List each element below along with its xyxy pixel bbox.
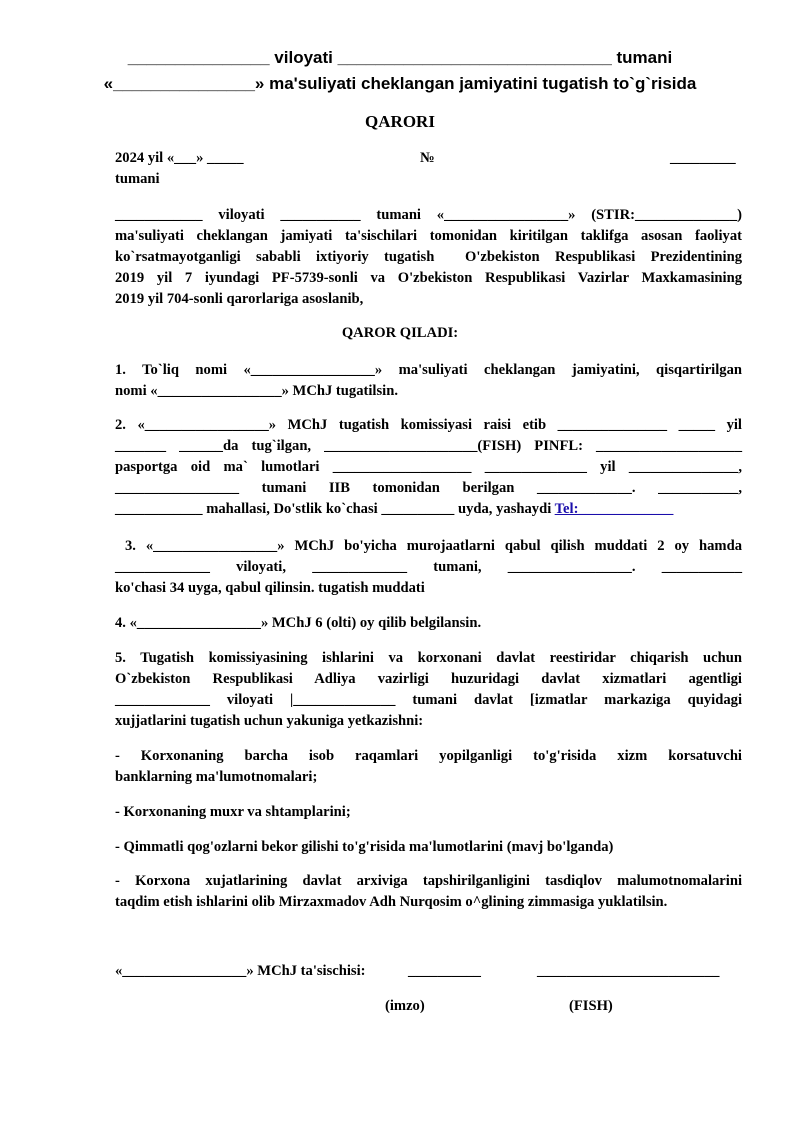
decision-place: tumani <box>115 171 160 187</box>
phone-link[interactable]: Tel:_____________ <box>554 501 674 517</box>
text-line: 2. «_________________» MChJ tugatish komissiyasi raisi etib _______________ _____ yil <box>115 417 742 433</box>
text-line: - Korxona xujatlarining davlat arxiviga tapshirilganligini tasdiqlov malumotnomalarini <box>115 873 742 889</box>
full-name-blank: _________________________ <box>537 963 720 979</box>
document-list-item-2 <box>115 802 742 823</box>
document-title: QARORI <box>365 112 435 131</box>
text-line: 1. To`liq nomi «_________________» ma'suliyati cheklangan jamiyatini, qisqartirilgan <box>115 362 742 378</box>
text-line <box>115 499 742 520</box>
text-line: _____________ viloyati |______________ tumani davlat [izmatlar markaziga quyidagi <box>115 692 742 708</box>
text-line: _____________ viloyati, _____________ tumani, _________________. ___________ <box>115 559 742 575</box>
text-line: nomi «_________________» MChJ tugatilsin. <box>115 383 398 399</box>
signature-blank: __________ <box>408 963 481 979</box>
header-region-line: _______________ viloyati _____________________________ tumani <box>127 48 673 67</box>
document-list-item-1 <box>115 746 742 788</box>
text-line: ma'suliyati cheklangan jamiyati ta'sischilari tomonidan kiritilgan taklifga asosan faoliyat <box>115 228 742 244</box>
text-line: _______ ______da tug`ilgan, _____________________(FISH) PINFL: ____________________ <box>115 438 742 454</box>
text-line: 2019 yil 7 iyundagi PF-5739-sonli va O'zbekiston Respublikasi Vazirlar Maxkamasining <box>115 270 742 286</box>
text-line: taqdim etish ishlarini olib Mirzaxmadov Adh Nurqosim o^glining zimmasiga yuklatilsin. <box>115 894 668 910</box>
text-line: - Qimmatli qog'ozlarni bekor gilishi to'g'risida ma'lumotlarini (mavj bo'lganda) <box>115 839 614 855</box>
text-line: O`zbekiston Respublikasi Adliya vazirligi huzuridagi davlat xizmatlari agentligi <box>115 671 742 687</box>
text-line: 3. «_________________» MChJ bo'yicha murojaatlarni qabul qilish muddati 2 oy hamda <box>115 538 742 554</box>
text-line: 2019 yil 704-sonli qarorlariga asoslanib, <box>115 291 364 307</box>
text-line: - Korxonaning barcha isob raqamlari yopilganligi to'g'risida xizm korsatuvchi <box>115 748 742 764</box>
document-list-item-3 <box>115 837 742 858</box>
decision-item-2 <box>115 415 742 520</box>
header-subject-line: «_______________» ma'suliyati cheklangan jamiyatini tugatish to`g`risida <box>103 74 697 93</box>
decision-item-3 <box>115 536 742 599</box>
full-name-caption: (FISH) <box>569 998 613 1014</box>
text-line: 4. «_________________» MChJ 6 (olti) oy qilib belgilansin. <box>115 615 482 631</box>
text-line: xujjatlarini tugatish uchun yakuniga yetkazishni: <box>115 713 424 729</box>
preamble-paragraph <box>115 205 742 310</box>
decision-number-blank: _________ <box>670 150 736 166</box>
founder-label: «_________________» MChJ ta'sischisi: <box>115 963 366 979</box>
text-line: _________________ tumani IIB tomonidan berilgan _____________. ___________, <box>115 480 742 496</box>
document-list-item-4 <box>115 871 742 913</box>
decision-item-1 <box>115 360 742 402</box>
decision-number-sign: № <box>420 150 435 166</box>
text-line: pasportga oid ma` lumotlari ___________________ ______________ yil _______________, <box>115 459 742 475</box>
text-line: - Korxonaning muxr va shtamplarini; <box>115 804 351 820</box>
signature-caption: (imzo) <box>385 998 425 1014</box>
decision-item-5 <box>115 648 742 732</box>
decision-item-4 <box>115 613 742 634</box>
decision-date: 2024 yil «___» _____ <box>115 150 244 166</box>
text-line: ko`rsatmayotganligi sababli ixtiyoriy tugatish O'zbekiston Respublikasi Prezidentining <box>115 249 742 265</box>
decision-heading: QAROR QILADI: <box>341 325 459 341</box>
text-line: 5. Tugatish komissiyasining ishlarini va korxonani davlat reestiridar chiqarish uchun <box>115 650 742 666</box>
text-line: ko'chasi 34 uyga, qabul qilinsin. tugatish muddati <box>115 580 425 596</box>
text-line: ____________ viloyati ___________ tumani «_________________» (STIR:______________) <box>115 207 742 223</box>
text-line: banklarning ma'lumotnomalari; <box>115 769 318 785</box>
address-text: ____________ mahallasi, Do'stlik ko`chasi __________ uyda, yashaydi <box>115 501 555 517</box>
